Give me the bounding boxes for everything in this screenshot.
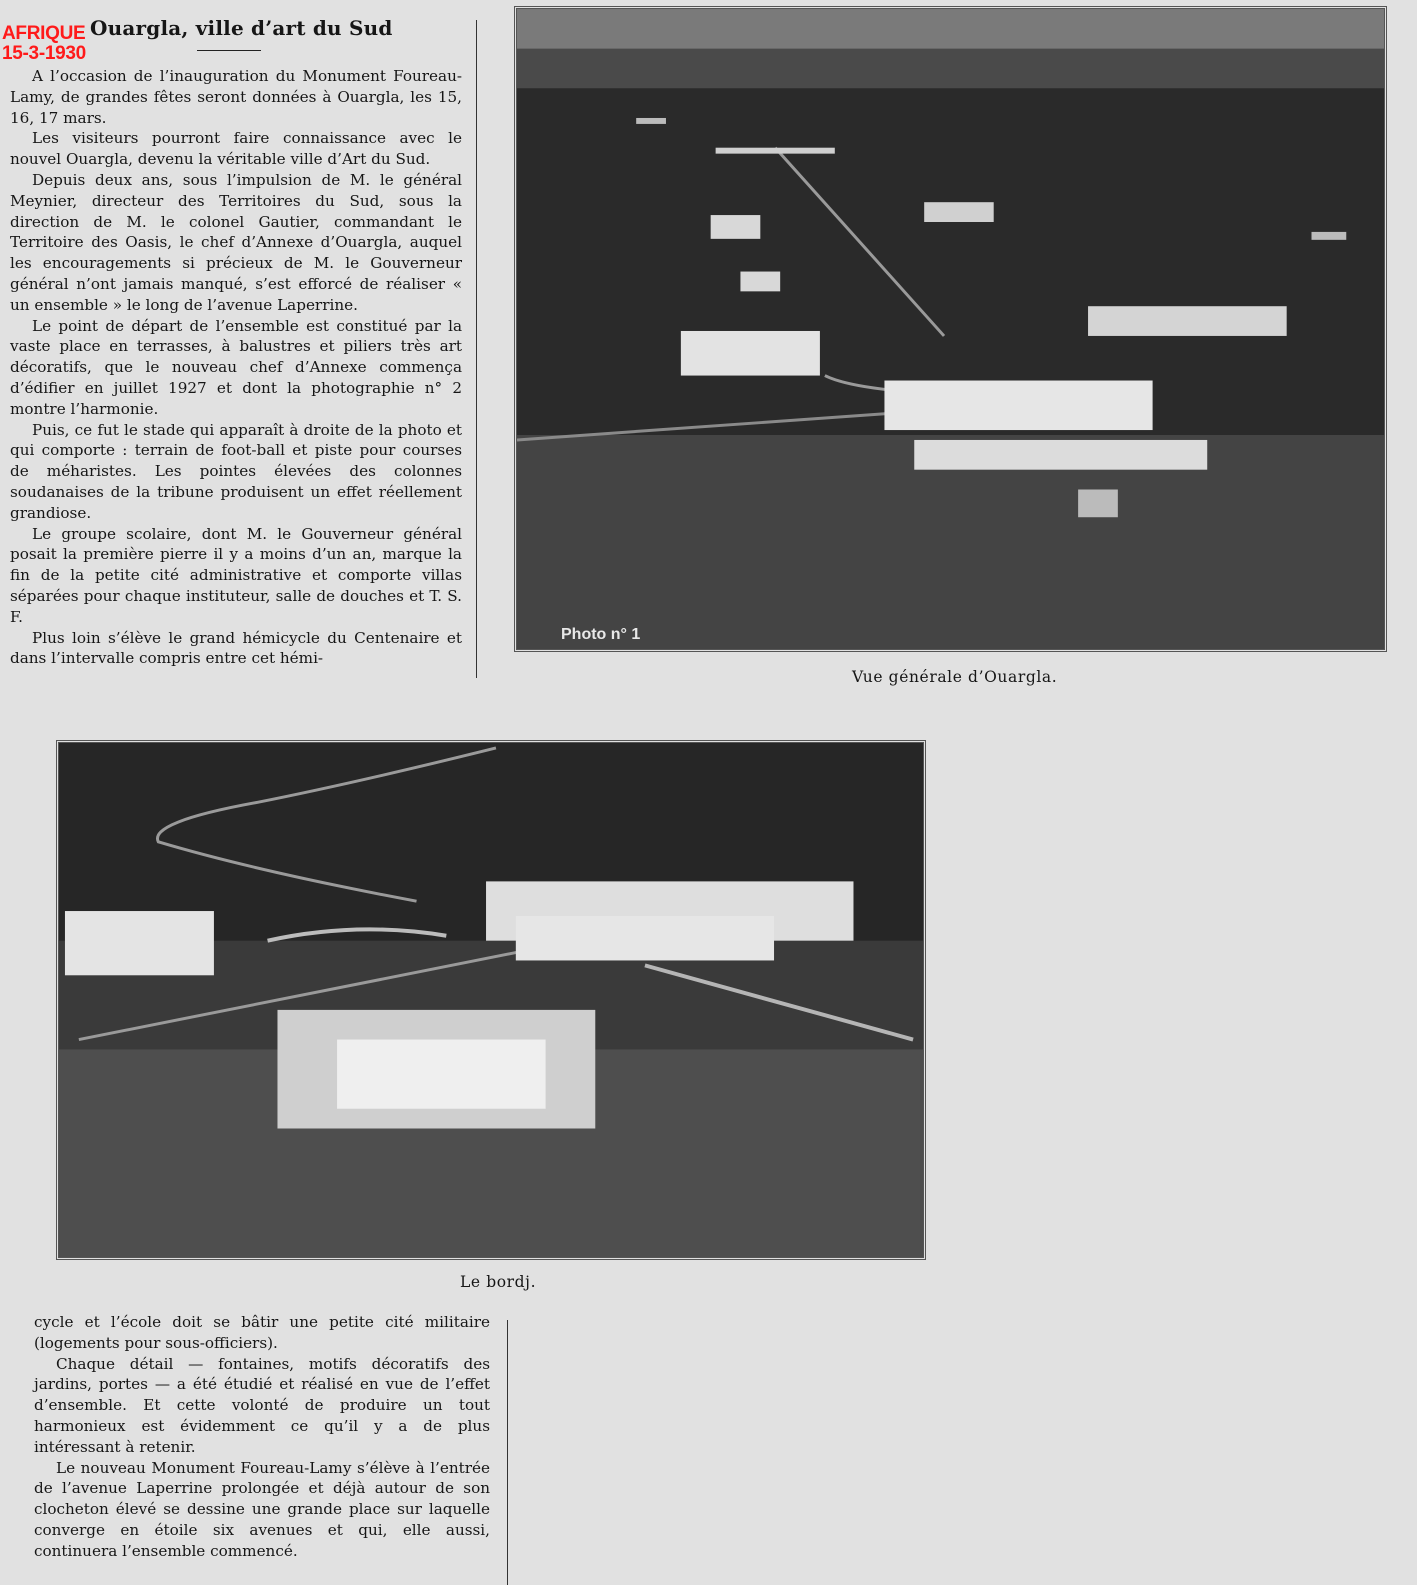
column-rule: [476, 20, 477, 678]
paragraph: Plus loin s’élève le grand hémicycle du Centenaire et dans l’intervalle compris entre cet hémi-: [10, 628, 462, 668]
column-rule: [507, 1320, 508, 1585]
paragraph: Le point de départ de l’ensemble est constitué par la vaste place en terrasses, à balustres et piliers très art décoratifs, que le nouveau chef d’Annexe commença d’édifier en juillet 1927 et dont la photographie n° 2 montre l’harmonie.: [10, 316, 462, 418]
paragraph: Chaque détail — fontaines, motifs décoratifs des jardins, portes — a été étudié et réalisé en vue de l’effet d’ensemble. Et cette volonté de produire un tout harmonieux est évidemment ce qu’il y a de plus intéressant à retenir.: [34, 1354, 490, 1456]
title-underline: [197, 50, 261, 51]
source-stamp: [2, 24, 86, 64]
photo-general-view: [514, 6, 1387, 652]
paragraph: Le nouveau Monument Foureau-Lamy s’élève à l’entrée de l’avenue Laperrine prolongée et déjà autour de son clocheton élevé se dessine une grande place sur laquelle converge en étoile six avenues et qui, elle aussi, continuera l’ensemble commencé.: [34, 1458, 490, 1560]
bordj-image: [59, 743, 923, 1257]
aerial-view-image: [517, 9, 1384, 649]
article-column-2: [34, 1312, 490, 1562]
photo-2-caption: Le bordj.: [460, 1273, 537, 1291]
date-label: 15-3-1930: [2, 43, 86, 64]
source-label: AFRIQUE: [2, 23, 86, 44]
paragraph: A l’occasion de l’inauguration du Monument Foureau-Lamy, de grandes fêtes seront données à Ouargla, les 15, 16, 17 mars.: [10, 67, 462, 127]
photo-1-caption: Vue générale d’Ouargla.: [852, 668, 1058, 686]
paragraph: cycle et l’école doit se bâtir une petite cité militaire (logements pour sous-officiers).: [34, 1313, 490, 1352]
paragraph: Les visiteurs pourront faire connaissance avec le nouvel Ouargla, devenu la véritable ville d’Art du Sud.: [10, 129, 462, 169]
article-column-1: [10, 66, 462, 669]
paragraph: Depuis deux ans, sous l’impulsion de M. le général Meynier, directeur des Territoires du Sud, sous la direction de M. le colonel Gautier, commandant le Territoire des Oasis, le chef d’Annexe d’Ouargla, auquel les encouragements si précieux de M. le Gouverneur général n’ont jamais manqué, s’est efforcé de réaliser « un ensemble » le long de l’avenue Laperrine.: [10, 170, 462, 314]
photo-number: Photo n° 1: [561, 626, 641, 643]
paragraph: Le groupe scolaire, dont M. le Gouverneur général posait la première pierre il y a moins d’un an, marque la fin de la petite cité administrative et comporte villas séparées pour chaque instituteur, salle de douches et T. S. F.: [10, 524, 462, 626]
paragraph: Puis, ce fut le stade qui apparaît à droite de la photo et qui comporte : terrain de foot-ball et piste pour courses de méharistes. Les pointes élevées des colonnes soudanaises de la tribune produisent un effet réellement grandiose.: [10, 420, 462, 522]
photo-bordj: [56, 740, 926, 1260]
article-title: Ouargla, ville d’art du Sud: [90, 16, 393, 40]
